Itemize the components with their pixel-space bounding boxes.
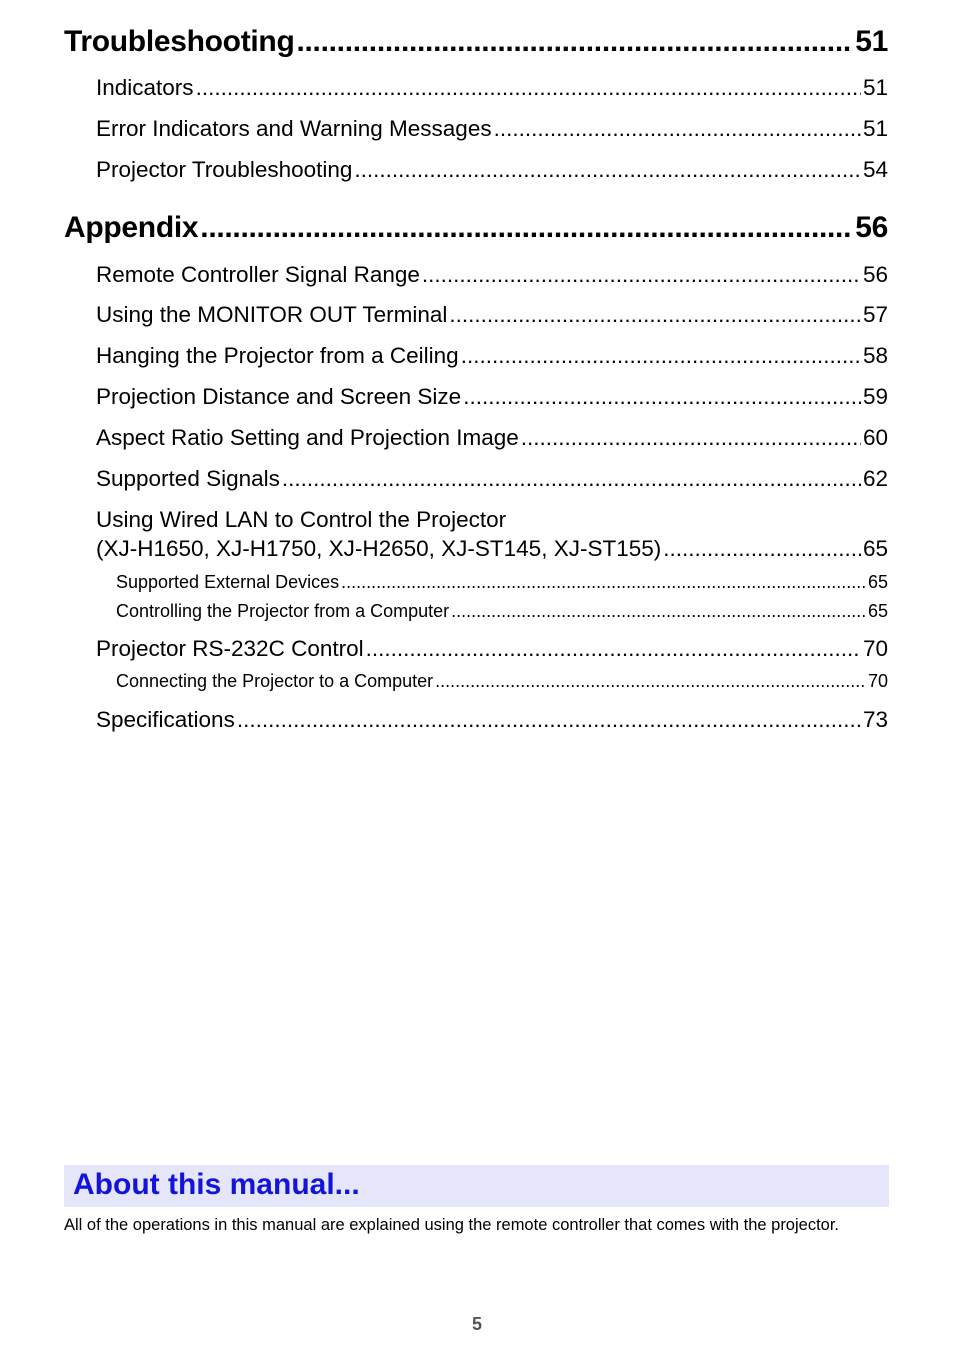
dot-leader — [237, 707, 861, 733]
dot-leader — [451, 601, 866, 622]
dot-leader — [521, 425, 861, 451]
toc-entry-text: Supported External Devices — [116, 572, 340, 592]
toc-subentry-supported-external-devices[interactable] — [116, 572, 888, 593]
toc-subentry-controlling-from-computer[interactable] — [116, 601, 888, 622]
dot-leader — [282, 466, 861, 492]
dot-leader — [354, 157, 861, 183]
dot-leader — [435, 671, 866, 692]
toc-heading-title: Appendix — [64, 211, 199, 244]
toc-entry-text: Specifications — [96, 707, 235, 732]
toc-entry-aspect-ratio[interactable] — [96, 425, 888, 451]
toc-entry-text: Projection Distance and Screen Size — [96, 384, 462, 409]
toc-entry-text: Connecting the Projector to a Computer — [116, 671, 434, 691]
toc-entry-page: 70 — [862, 636, 888, 661]
toc-entry-indicators[interactable] — [96, 75, 888, 101]
toc-entry-page: 70 — [867, 671, 888, 691]
toc-heading-page: 56 — [855, 211, 888, 244]
toc-entry-page: 60 — [862, 425, 888, 450]
toc-entry-supported-signals[interactable] — [96, 466, 888, 492]
dot-leader — [341, 572, 866, 593]
toc-entry-specifications[interactable] — [96, 707, 888, 733]
toc-entry-wired-lan-line1[interactable]: Using Wired LAN to Control the Projector — [96, 507, 507, 532]
toc-entry-page: 57 — [862, 302, 888, 327]
toc-heading-title: Troubleshooting — [64, 25, 295, 58]
toc-entry-wired-lan[interactable] — [96, 536, 888, 562]
toc-entry-page: 62 — [862, 466, 888, 491]
toc-entry-page: 65 — [862, 536, 888, 561]
dot-leader — [200, 211, 853, 245]
toc-entry-text: Projector Troubleshooting — [96, 157, 353, 182]
toc-entry-text: Using the MONITOR OUT Terminal — [96, 302, 448, 327]
toc-entry-text: Remote Controller Signal Range — [96, 262, 420, 287]
dot-leader — [449, 302, 861, 328]
toc-entry-hanging-projector[interactable] — [96, 343, 888, 369]
toc-entry-text: Error Indicators and Warning Messages — [96, 116, 492, 141]
toc-entry-page: 56 — [862, 262, 888, 287]
toc-entry-page: 73 — [862, 707, 888, 732]
page-number: 5 — [471, 1314, 482, 1334]
toc-entry-text: Indicators — [96, 75, 194, 100]
toc-entry-text: Controlling the Projector from a Computer — [116, 601, 450, 621]
toc-entry-monitor-out[interactable] — [96, 302, 888, 328]
about-manual-header — [64, 1165, 889, 1207]
toc-entry-page: 59 — [862, 384, 888, 409]
dot-leader — [296, 25, 853, 59]
dot-leader — [663, 536, 861, 562]
toc-entry-page: 65 — [867, 572, 888, 592]
toc-entry-text: (XJ-H1650, XJ-H1750, XJ-H2650, XJ-ST145, XJ-ST155) — [96, 536, 662, 561]
dot-leader — [366, 636, 861, 662]
dot-leader — [463, 384, 861, 410]
toc-entry-page: 65 — [867, 601, 888, 621]
toc-heading-troubleshooting[interactable] — [64, 25, 888, 59]
toc-entry-rs232c[interactable] — [96, 636, 888, 662]
dot-leader — [422, 262, 861, 288]
toc-entry-page: 51 — [862, 75, 888, 100]
about-manual-body: All of the operations in this manual are explained using the remote controller that comes with the projector. — [64, 1216, 840, 1234]
toc-entry-page: 54 — [862, 157, 888, 182]
dot-leader — [196, 75, 861, 101]
toc-entry-text: Hanging the Projector from a Ceiling — [96, 343, 459, 368]
toc-entry-text: Projector RS-232C Control — [96, 636, 364, 661]
dot-leader — [494, 116, 861, 142]
toc-entry-projection-distance[interactable] — [96, 384, 888, 410]
toc-entry-text: Aspect Ratio Setting and Projection Image — [96, 425, 519, 450]
toc-entry-remote-signal-range[interactable] — [96, 262, 888, 288]
toc-subentry-connecting-to-computer[interactable] — [116, 671, 888, 692]
toc-heading-appendix[interactable] — [64, 211, 888, 245]
toc-entry-error-indicators[interactable] — [96, 116, 888, 142]
about-manual-title: About this manual... — [73, 1168, 360, 1201]
toc-entry-text: Supported Signals — [96, 466, 280, 491]
toc-heading-page: 51 — [855, 25, 888, 58]
dot-leader — [461, 343, 861, 369]
toc-entry-projector-troubleshooting[interactable] — [96, 157, 888, 183]
toc-entry-page: 58 — [862, 343, 888, 368]
toc-entry-page: 51 — [862, 116, 888, 141]
